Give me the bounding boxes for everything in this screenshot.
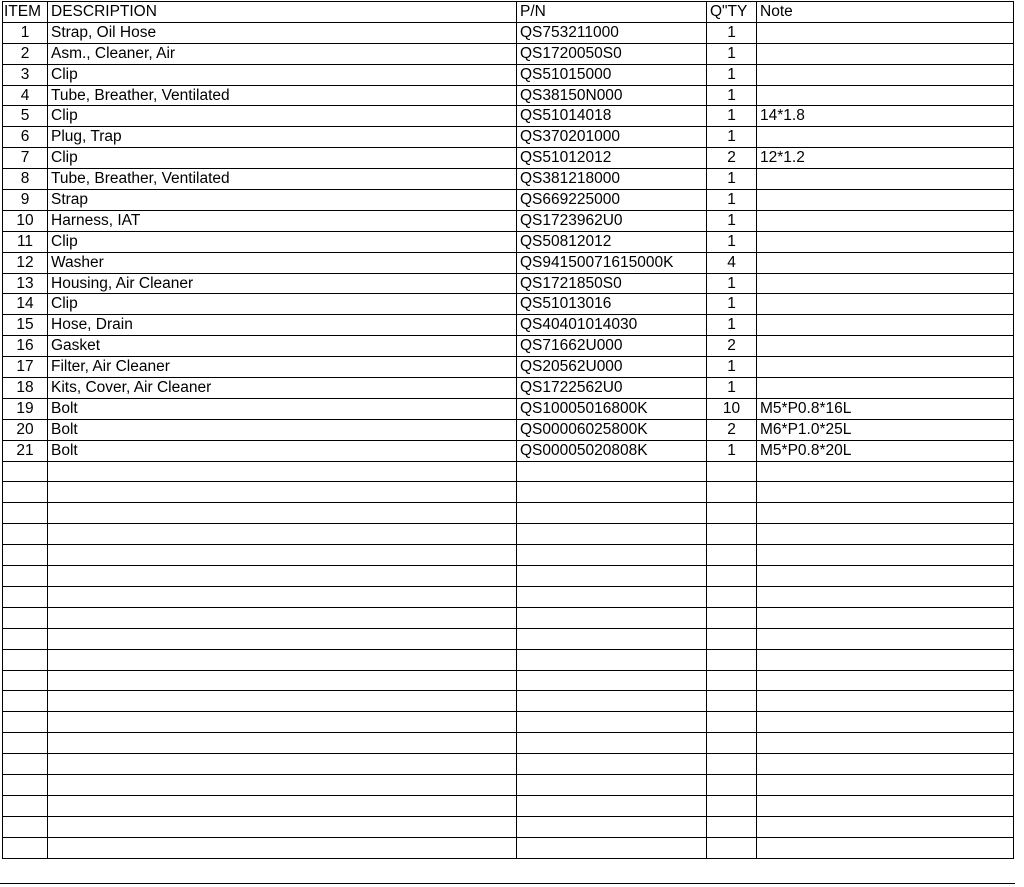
table-row (3, 357, 1014, 378)
note-cell (757, 524, 1014, 545)
note-cell: M5*P0.8*20L (757, 440, 1014, 461)
quantity-cell: 1 (707, 190, 757, 211)
quantity-cell: 1 (707, 210, 757, 231)
part-number-cell: QS50812012 (517, 231, 707, 252)
item-cell: 4 (3, 85, 48, 106)
note-cell (757, 482, 1014, 503)
table-row (3, 482, 1014, 503)
table-row (3, 85, 1014, 106)
note-cell (757, 586, 1014, 607)
item-cell: 6 (3, 127, 48, 148)
item-cell: 7 (3, 148, 48, 169)
description-cell (48, 607, 517, 628)
quantity-cell: 1 (707, 64, 757, 85)
table-row (3, 273, 1014, 294)
description-cell (48, 649, 517, 670)
item-cell: 18 (3, 378, 48, 399)
description-cell: Tube, Breather, Ventilated (48, 169, 517, 190)
part-number-cell: QS38150N000 (517, 85, 707, 106)
part-number-cell: QS00005020808K (517, 440, 707, 461)
part-number-cell (517, 691, 707, 712)
table-row (3, 607, 1014, 628)
item-cell (3, 586, 48, 607)
table-row (3, 712, 1014, 733)
part-number-cell (517, 733, 707, 754)
description-cell: Clip (48, 294, 517, 315)
header-row (3, 2, 1014, 23)
note-cell (757, 649, 1014, 670)
note-cell (757, 461, 1014, 482)
quantity-cell (707, 712, 757, 733)
note-cell (757, 378, 1014, 399)
table-row (3, 315, 1014, 336)
item-cell (3, 628, 48, 649)
quantity-cell (707, 545, 757, 566)
description-cell (48, 670, 517, 691)
quantity-cell (707, 649, 757, 670)
description-cell (48, 628, 517, 649)
part-number-cell: QS40401014030 (517, 315, 707, 336)
table-row (3, 628, 1014, 649)
quantity-cell (707, 566, 757, 587)
table-row (3, 43, 1014, 64)
quantity-cell (707, 461, 757, 482)
part-number-cell: QS753211000 (517, 22, 707, 43)
table-row (3, 774, 1014, 795)
note-cell (757, 190, 1014, 211)
quantity-cell: 1 (707, 315, 757, 336)
description-cell (48, 837, 517, 858)
description-cell (48, 461, 517, 482)
table-row (3, 566, 1014, 587)
description-cell: Washer (48, 252, 517, 273)
item-cell (3, 712, 48, 733)
table-row (3, 691, 1014, 712)
part-number-cell (517, 816, 707, 837)
part-number-cell: QS00006025800K (517, 419, 707, 440)
description-cell (48, 774, 517, 795)
item-cell: 19 (3, 398, 48, 419)
description-cell: Kits, Cover, Air Cleaner (48, 378, 517, 399)
item-cell: 16 (3, 336, 48, 357)
part-number-cell (517, 524, 707, 545)
note-cell (757, 754, 1014, 775)
part-number-cell (517, 649, 707, 670)
part-number-cell: QS94150071615000K (517, 252, 707, 273)
quantity-cell: 2 (707, 148, 757, 169)
item-cell: 17 (3, 357, 48, 378)
quantity-cell: 1 (707, 294, 757, 315)
table-row (3, 64, 1014, 85)
part-number-cell: QS51015000 (517, 64, 707, 85)
part-number-cell: QS1720050S0 (517, 43, 707, 64)
description-cell (48, 545, 517, 566)
quantity-cell (707, 795, 757, 816)
table-row (3, 336, 1014, 357)
table-row (3, 378, 1014, 399)
part-number-cell (517, 837, 707, 858)
part-number-cell (517, 754, 707, 775)
description-cell: Housing, Air Cleaner (48, 273, 517, 294)
header-description: DESCRIPTION (48, 2, 517, 23)
part-number-cell (517, 607, 707, 628)
table-row (3, 398, 1014, 419)
quantity-cell: 1 (707, 43, 757, 64)
part-number-cell (517, 482, 707, 503)
quantity-cell (707, 482, 757, 503)
note-cell (757, 273, 1014, 294)
part-number-cell: QS10005016800K (517, 398, 707, 419)
table-row (3, 649, 1014, 670)
note-cell (757, 837, 1014, 858)
part-number-cell (517, 545, 707, 566)
bottom-divider (0, 883, 1015, 884)
note-cell (757, 795, 1014, 816)
note-cell (757, 336, 1014, 357)
part-number-cell: QS51013016 (517, 294, 707, 315)
item-cell (3, 482, 48, 503)
description-cell: Bolt (48, 398, 517, 419)
part-number-cell: QS71662U000 (517, 336, 707, 357)
quantity-cell (707, 754, 757, 775)
item-cell: 15 (3, 315, 48, 336)
quantity-cell: 1 (707, 273, 757, 294)
note-cell (757, 294, 1014, 315)
header-part-number: P/N (517, 2, 707, 23)
part-number-cell (517, 712, 707, 733)
item-cell: 10 (3, 210, 48, 231)
item-cell (3, 503, 48, 524)
note-cell (757, 607, 1014, 628)
quantity-cell: 1 (707, 106, 757, 127)
quantity-cell (707, 816, 757, 837)
quantity-cell (707, 774, 757, 795)
table-row (3, 837, 1014, 858)
table-row (3, 754, 1014, 775)
quantity-cell: 1 (707, 85, 757, 106)
table-row (3, 670, 1014, 691)
part-number-cell (517, 774, 707, 795)
note-cell (757, 816, 1014, 837)
quantity-cell (707, 837, 757, 858)
note-cell (757, 712, 1014, 733)
description-cell (48, 524, 517, 545)
item-cell (3, 670, 48, 691)
quantity-cell: 1 (707, 127, 757, 148)
quantity-cell (707, 503, 757, 524)
quantity-cell: 2 (707, 419, 757, 440)
item-cell: 8 (3, 169, 48, 190)
note-cell (757, 357, 1014, 378)
header-quantity: Q"TY (707, 2, 757, 23)
note-cell (757, 628, 1014, 649)
quantity-cell: 4 (707, 252, 757, 273)
note-cell (757, 670, 1014, 691)
quantity-cell: 1 (707, 169, 757, 190)
quantity-cell: 2 (707, 336, 757, 357)
description-cell (48, 754, 517, 775)
item-cell: 14 (3, 294, 48, 315)
note-cell (757, 545, 1014, 566)
description-cell (48, 816, 517, 837)
item-cell (3, 649, 48, 670)
item-cell (3, 566, 48, 587)
description-cell: Clip (48, 231, 517, 252)
item-cell (3, 754, 48, 775)
part-number-cell (517, 795, 707, 816)
description-cell (48, 503, 517, 524)
part-number-cell: QS1721850S0 (517, 273, 707, 294)
note-cell (757, 774, 1014, 795)
table-row (3, 524, 1014, 545)
description-cell (48, 566, 517, 587)
quantity-cell (707, 586, 757, 607)
part-number-cell: QS20562U000 (517, 357, 707, 378)
note-cell (757, 691, 1014, 712)
description-cell: Gasket (48, 336, 517, 357)
note-cell (757, 64, 1014, 85)
table-row (3, 440, 1014, 461)
item-cell: 12 (3, 252, 48, 273)
part-number-cell (517, 628, 707, 649)
quantity-cell: 1 (707, 357, 757, 378)
part-number-cell: QS669225000 (517, 190, 707, 211)
description-cell: Clip (48, 148, 517, 169)
quantity-cell (707, 607, 757, 628)
note-cell (757, 315, 1014, 336)
table-row (3, 419, 1014, 440)
part-number-cell: QS370201000 (517, 127, 707, 148)
part-number-cell: QS381218000 (517, 169, 707, 190)
description-cell (48, 712, 517, 733)
quantity-cell (707, 733, 757, 754)
part-number-cell (517, 566, 707, 587)
quantity-cell: 1 (707, 440, 757, 461)
note-cell (757, 85, 1014, 106)
table-row (3, 210, 1014, 231)
description-cell: Strap, Oil Hose (48, 22, 517, 43)
table-row (3, 190, 1014, 211)
table-row (3, 127, 1014, 148)
description-cell (48, 482, 517, 503)
table-row (3, 503, 1014, 524)
quantity-cell: 1 (707, 378, 757, 399)
item-cell: 5 (3, 106, 48, 127)
table-row (3, 22, 1014, 43)
table-row (3, 106, 1014, 127)
description-cell: Strap (48, 190, 517, 211)
table-row (3, 816, 1014, 837)
description-cell: Bolt (48, 440, 517, 461)
item-cell (3, 545, 48, 566)
note-cell (757, 503, 1014, 524)
table-row (3, 461, 1014, 482)
item-cell: 3 (3, 64, 48, 85)
item-cell: 2 (3, 43, 48, 64)
note-cell (757, 252, 1014, 273)
description-cell (48, 733, 517, 754)
item-cell (3, 691, 48, 712)
table-row (3, 545, 1014, 566)
description-cell (48, 586, 517, 607)
item-cell: 11 (3, 231, 48, 252)
item-cell (3, 461, 48, 482)
table-row (3, 252, 1014, 273)
part-number-cell: QS1723962U0 (517, 210, 707, 231)
quantity-cell: 10 (707, 398, 757, 419)
item-cell (3, 774, 48, 795)
part-number-cell: QS51012012 (517, 148, 707, 169)
quantity-cell (707, 628, 757, 649)
item-cell (3, 524, 48, 545)
note-cell (757, 169, 1014, 190)
note-cell (757, 733, 1014, 754)
part-number-cell (517, 670, 707, 691)
item-cell (3, 607, 48, 628)
table-row (3, 586, 1014, 607)
table-row (3, 169, 1014, 190)
description-cell: Harness, IAT (48, 210, 517, 231)
quantity-cell: 1 (707, 231, 757, 252)
parts-list-table (2, 1, 1014, 859)
item-cell: 9 (3, 190, 48, 211)
description-cell: Bolt (48, 419, 517, 440)
header-note: Note (757, 2, 1014, 23)
table-row (3, 733, 1014, 754)
part-number-cell (517, 586, 707, 607)
note-cell (757, 231, 1014, 252)
description-cell: Hose, Drain (48, 315, 517, 336)
note-cell: 14*1.8 (757, 106, 1014, 127)
table-row (3, 231, 1014, 252)
table-row (3, 148, 1014, 169)
part-number-cell: QS51014018 (517, 106, 707, 127)
item-cell (3, 733, 48, 754)
header-item: ITEM (3, 2, 48, 23)
description-cell (48, 691, 517, 712)
note-cell: M6*P1.0*25L (757, 419, 1014, 440)
description-cell: Filter, Air Cleaner (48, 357, 517, 378)
item-cell (3, 795, 48, 816)
description-cell: Tube, Breather, Ventilated (48, 85, 517, 106)
quantity-cell (707, 691, 757, 712)
note-cell: M5*P0.8*16L (757, 398, 1014, 419)
quantity-cell: 1 (707, 22, 757, 43)
description-cell: Plug, Trap (48, 127, 517, 148)
note-cell (757, 210, 1014, 231)
part-number-cell (517, 503, 707, 524)
note-cell (757, 566, 1014, 587)
table-row (3, 795, 1014, 816)
note-cell (757, 127, 1014, 148)
item-cell (3, 816, 48, 837)
item-cell: 13 (3, 273, 48, 294)
description-cell: Asm., Cleaner, Air (48, 43, 517, 64)
item-cell (3, 837, 48, 858)
item-cell: 1 (3, 22, 48, 43)
description-cell: Clip (48, 106, 517, 127)
part-number-cell (517, 461, 707, 482)
item-cell: 20 (3, 419, 48, 440)
table-row (3, 294, 1014, 315)
note-cell (757, 43, 1014, 64)
description-cell: Clip (48, 64, 517, 85)
quantity-cell (707, 524, 757, 545)
note-cell: 12*1.2 (757, 148, 1014, 169)
quantity-cell (707, 670, 757, 691)
description-cell (48, 795, 517, 816)
item-cell: 21 (3, 440, 48, 461)
note-cell (757, 22, 1014, 43)
part-number-cell: QS1722562U0 (517, 378, 707, 399)
